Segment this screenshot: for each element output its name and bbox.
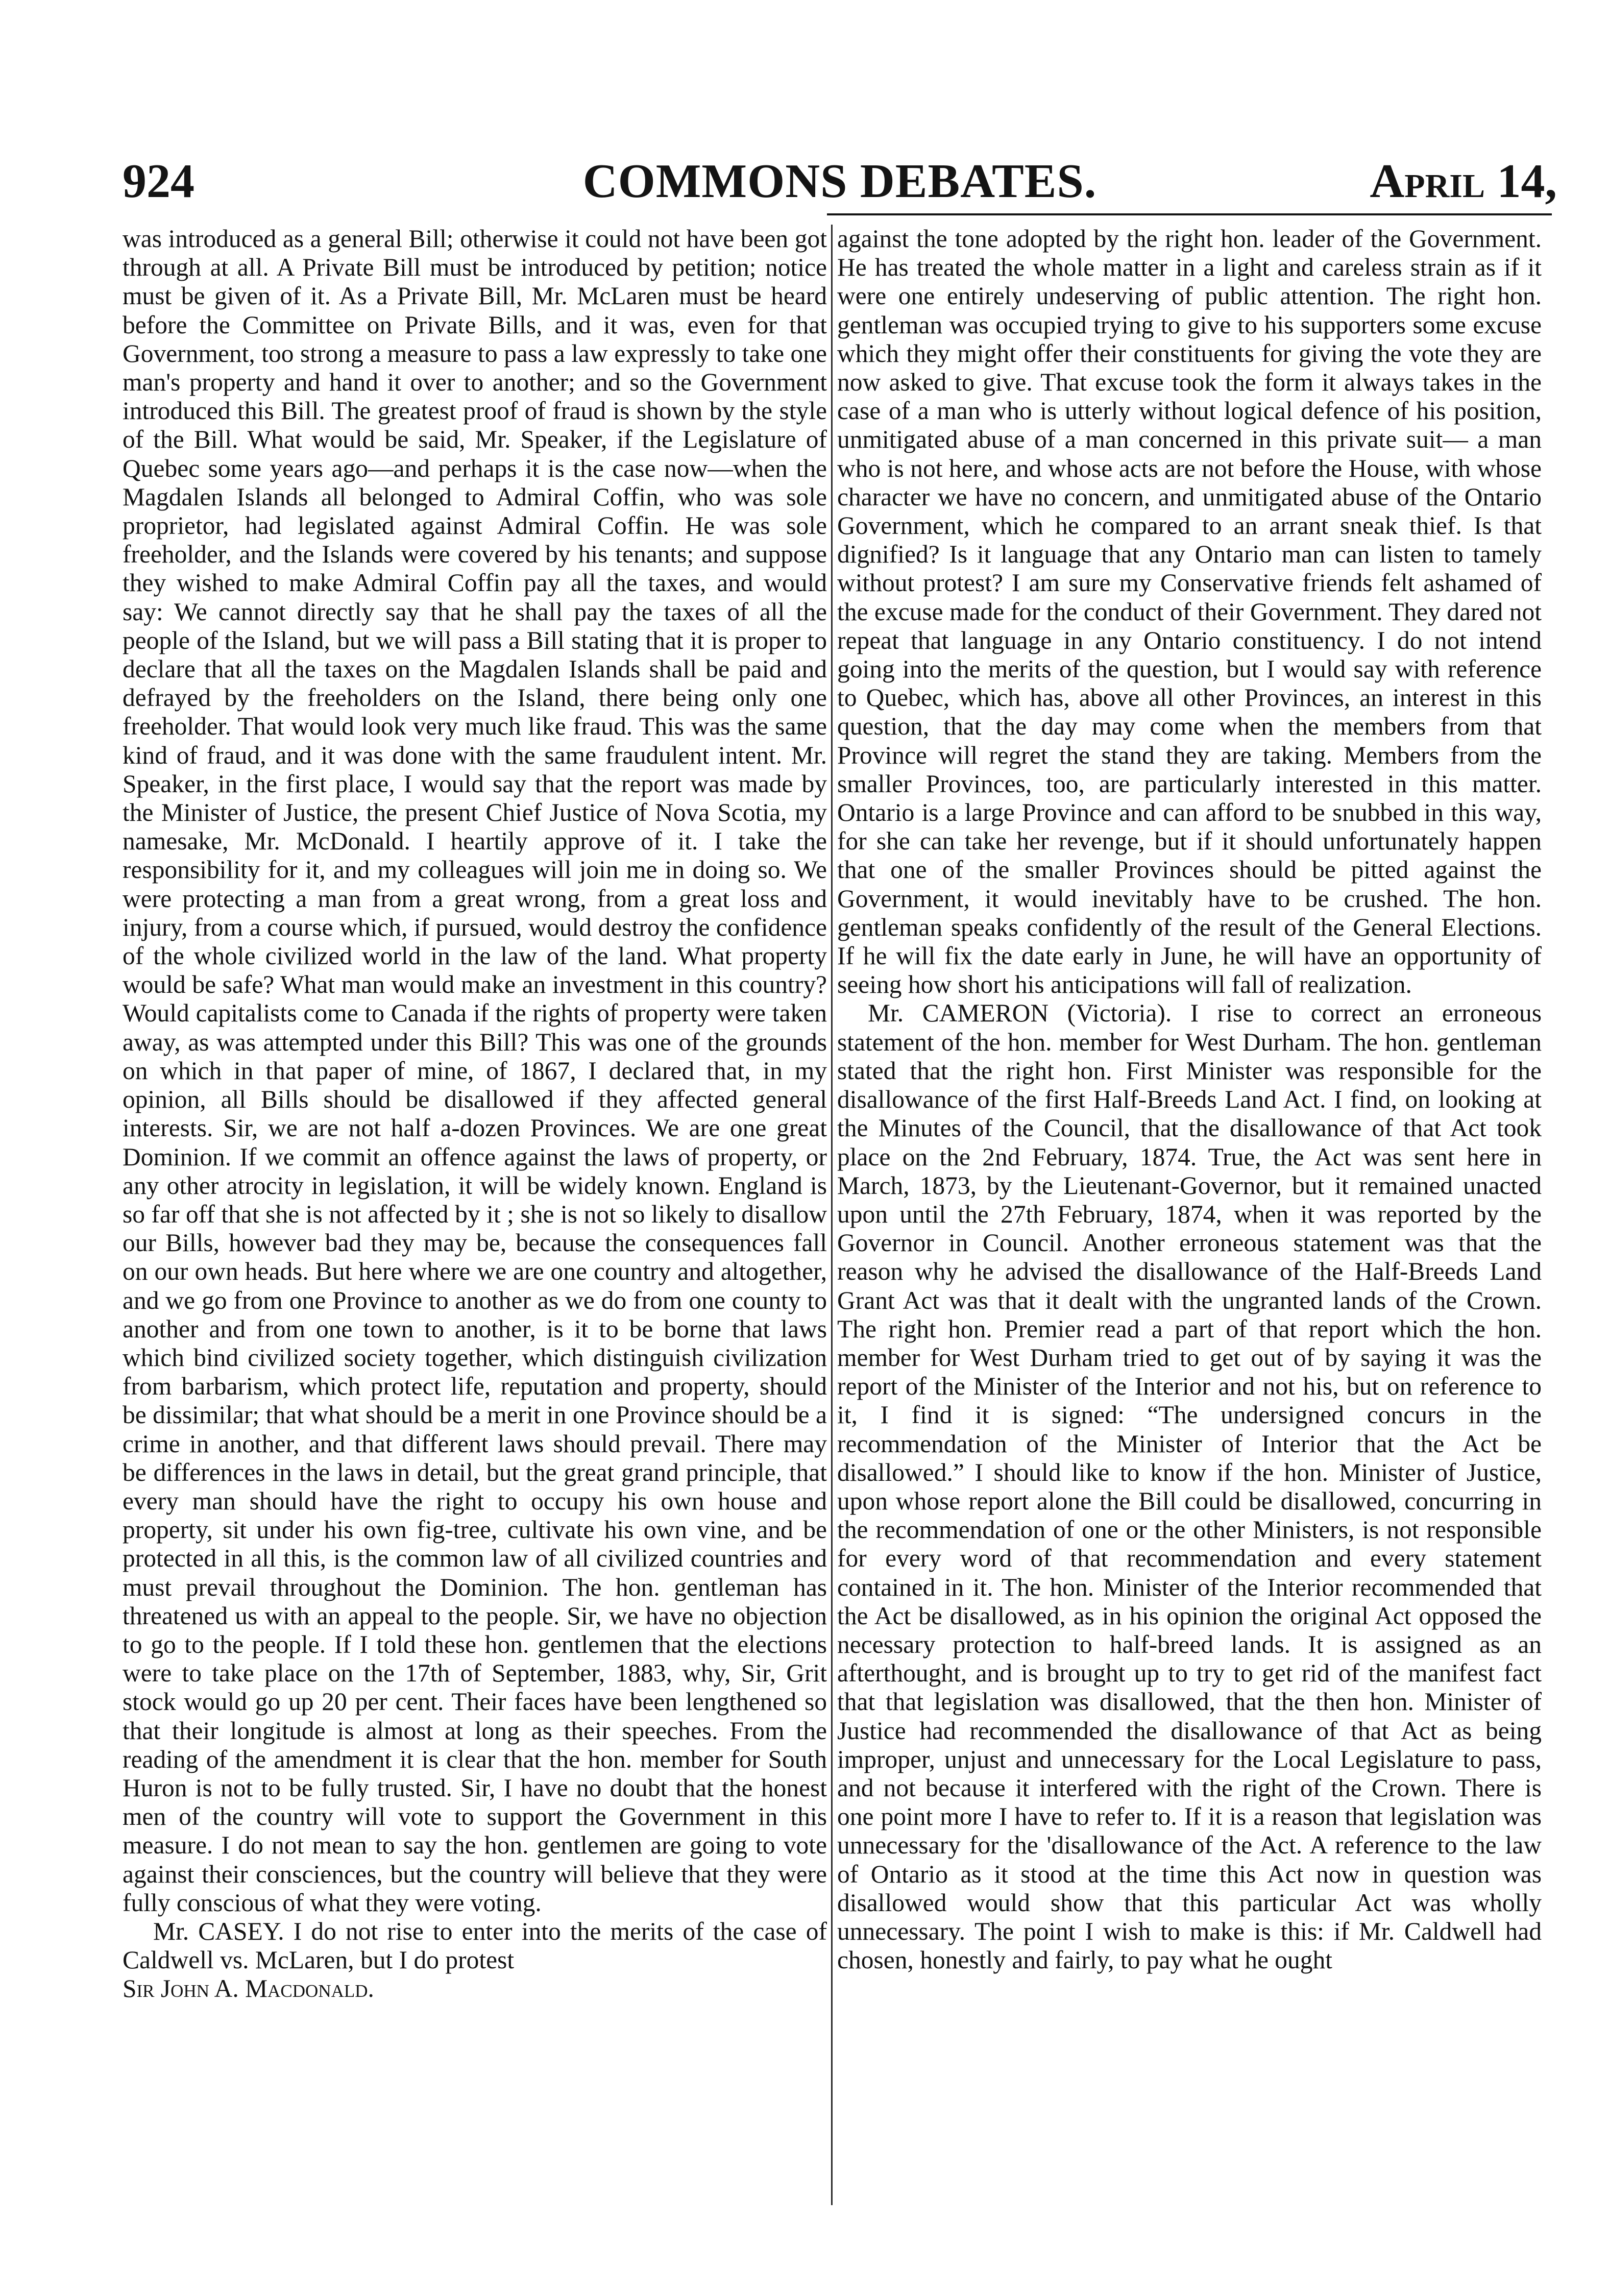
left-column [123,225,827,2226]
right-paragraph-1: against the tone adopted by the right hon. leader of the Government. He has treated the whole matter in a light and careless strain as if it were one entirely undeserving of public attention. The right hon. gentleman was occupied trying to give to his supporters some excuse which they might offer their constituents for giving the vote they are now asked to give. That excuse took the form it always takes in the case of a man who is utterly without logical defence of his position, unmitigated abuse of a man concerned in this private suit— a man who is not here, and whose acts are not before the House, with whose character we have no concern, and unmitigated abuse of the Ontario Government, which he compared to an arrant sneak thief. Is that dignified? Is it language that any Ontario man can listen to tamely without protest? I am sure my Conservative friends felt ashamed of the excuse made for the conduct of their Government. They dared not repeat that language in any Ontario constituency. I do not intend going into the merits of the question, but I would say with reference to Quebec, which has, above all other Provinces, an interest in this question, that the day may come when the members from that Province will regret the stand they are taking. Members from the smaller Provinces, too, are particularly interested in this matter. Ontario is a large Province and can afford to be snubbed in this way, for she can take her revenge, but if it should unfortunately happen that one of the smaller Provinces should be pitted against the Government, it would inevitably have to be crushed. The hon. gentleman speaks confidently of the result of the General Elections. If he will fix the date early in June, he will have an opportunity of seeing how short his anticipations will fall of realization. [837,225,1542,999]
header-rule [827,213,1552,215]
running-title: COMMONS DEBATES. [582,155,1097,208]
left-paragraph-1: was introduced as a general Bill; otherwise it could not have been got through at all. A Private Bill must be introduced by petition; notice must be given of it. As a Private Bill, Mr. McLaren must be heard before the Committee on Private Bills, and it was, even for that Government, too strong a measure to pass a law expressly to take one man's property and hand it over to another; and so the Government introduced this Bill. The greatest proof of fraud is shown by the style of the Bill. What would be said, Mr. Speaker, if the Legislature of Quebec some years ago—and perhaps it is the case now—when the Magdalen Islands all belonged to Admiral Coffin, who was sole proprietor, had legislated against Admiral Coffin. He was sole freeholder, and the Islands were covered by his tenants; and suppose they wished to make Admiral Coffin pay all the taxes, and would say: We cannot directly say that he shall pay the taxes of all the people of the Island, but we will pass a Bill stating that it is proper to declare that all the taxes on the Magdalen Islands shall be paid and defrayed by the freeholders on the Island, there being only one freeholder. That would look very much like fraud. This was the same kind of fraud, and it was done with the same fraudulent intent. Mr. Speaker, in the first place, I would say that the report was made by the Minister of Justice, the present Chief Justice of Nova Scotia, my namesake, Mr. McDonald. I heartily approve of it. I take the responsibility for it, and my colleagues will join me in doing so. We were protecting a man from a great wrong, from a great loss and injury, from a course which, if pursued, would destroy the confidence of the whole civilized world in the law of the land. What property would be safe? What man would make an investment in this country? Would capitalists come to Canada if the rights of property were taken away, as was attempted under this Bill? This was one of the grounds on which in that paper of mine, of 1867, I declared that, in my opinion, all Bills should be disallowed if they affected general interests. Sir, we are not half a-dozen Provinces. We are one great Dominion. If we commit an offence against the laws of property, or any other atrocity in legislation, it will be widely known. England is so far off that she is not affected by it ; she is not so likely to disallow our Bills, however bad they may be, because the consequences fall on our own heads. But here where we are one country and altogether, and we go from one Province to another as we do from one county to another and from one town to another, is it to be borne that laws which bind civilized society together, which distinguish civilization from barbarism, which protect life, reputation and property, should be dissimilar; that what should be a merit in one Province should be a crime in another, and that different laws should prevail. There may be differences in the laws in detail, but the great grand principle, that every man should have the right to occupy his own house and property, sit under his own fig-tree, cultivate his own vine, and be protected in all this, is the common law of all civilized countries and must prevail throughout the Dominion. The hon. gentleman has threatened us with an appeal to the people. Sir, we have no objection to go to the people. If I told these hon. gentlemen that the elections were to take place on the 17th of September, 1883, why, Sir, Grit stock would go up 20 per cent. Their faces have been lengthened so that their longitude is almost at long as their speeches. From the reading of the amendment it is clear that the hon. member for South Huron is not to be fully trusted. Sir, I have no doubt that the honest men of the country will vote to support the Government in this measure. I do not mean to say the hon. gentlemen are going to vote against their consciences, but the country will believe that they were fully conscious of what they were voting. [123,225,827,1917]
right-column [837,225,1542,2226]
right-paragraph-2: Mr. CAMERON (Victoria). I rise to correct an erroneous statement of the hon. member for West Durham. The hon. gentleman stated that the right hon. First Minister was responsible for the disallowance of the first Half-Breeds Land Act. I find, on looking at the Minutes of the Council, that the disallowance of that Act took place on the 2nd February, 1874. True, the Act was sent here in March, 1873, by the Lieutenant-Governor, but it remained unacted upon until the 27th February, 1874, when it was reported by the Governor in Council. Another erroneous statement was that the reason why he advised the disallowance of the Half-Breeds Land Grant Act was that it dealt with the ungranted lands of the Crown. The right hon. Premier read a part of that report which the hon. member for West Durham tried to get out of by saying it was the report of the Minister of the Interior and not his, but on reference to it, I find it is signed: “The undersigned concurs in the recommendation of the Minister of Interior that the Act be disallowed.” I should like to know if the hon. Minister of Justice, upon whose report alone the Bill could be disallowed, concurring in the recommendation of one or the other Ministers, is not responsible for every word of that recommendation and every statement contained in it. The hon. Minister of the Interior recommended that the Act be disallowed, as in his opinion the original Act opposed the necessary protection to half-breed lands. It is assigned as an afterthought, and is brought up to try to get rid of the manifest fact that that legislation was disallowed, that the then hon. Minister of Justice had recommended the disallowance of that Act as being improper, unjust and unnecessary for the Local Legislature to pass, and not because it interfered with the right of the Crown. There is one point more I have to refer to. If it is a reason that legislation was unnecessary for the 'disallowance of the Act. A reference to the law of Ontario as it stood at the time this Act now in question was disallowed would show that this particular Act was wholly unnecessary. The point I wish to make is this: if Mr. Caldwell had chosen, honestly and fairly, to pay what he ought [837,999,1542,1974]
left-paragraph-2: Mr. CASEY. I do not rise to enter into the merits of the case of Caldwell vs. McLaren, but I do protest [123,1917,827,1974]
page-number: 924 [123,155,194,208]
attribution-line: Sir John A. Macdonald. [123,1974,374,2003]
column-divider [831,225,833,2205]
page-header [123,148,1557,214]
header-date: April 14, [1370,155,1557,208]
